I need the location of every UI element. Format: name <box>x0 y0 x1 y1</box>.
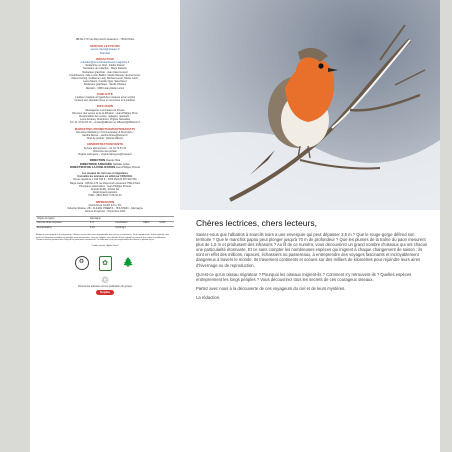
legal-line: Connaître les animaux est édité par CRACOAL <box>77 175 133 179</box>
section-title: MARKETING PROMOTION/PARTENARIATS <box>74 126 136 131</box>
photo-credit: Crédits photos : Adobe Stock <box>91 245 119 248</box>
table-cell: Origine du papier <box>36 217 89 222</box>
credit-line: Rédacteur graphique : Studio Oiseaux <box>83 83 127 87</box>
direction-name: Jean-Philippe Péroud <box>115 165 140 169</box>
magazine-page <box>30 0 440 452</box>
credit-line: Louis-Arbaney Chambord, Virginie Sanvalant <box>80 118 130 122</box>
diffusion-section <box>36 105 174 124</box>
credit-line: Laura Mears, Camille Ogot, Sara Pérez <box>83 80 127 84</box>
robin-illustration <box>180 0 440 210</box>
section-title: DIFFUSION <box>97 104 113 109</box>
credit-line: Directeur des ventes et de la diffusion : Jean-Philippe Piron <box>72 111 138 115</box>
credit-line: Virginie Labruyère – virginie.labruyere@bossel.fr <box>77 153 133 157</box>
redaction-email-link[interactable]: redaction@lemondedesoiseaux.magazine.fr <box>80 61 130 65</box>
credit-line: Sandra Bossé – sandra.bosse@bossel.fr <box>82 134 128 138</box>
credit-line: Industrie Strasse, 2B – D-24211 PREETZ – HOLSTEIN – Allemagne <box>67 206 143 210</box>
table-cell: 0 % <box>89 222 115 227</box>
section-title: RÉDACTION <box>96 56 114 61</box>
recycling-triman-icon: ♻ <box>75 256 89 270</box>
eco-label-icon: ✿ <box>99 256 112 271</box>
section-title: DIRECTEUR DE LA PUBLICATION <box>70 164 116 169</box>
section-title: IMPRESSION <box>95 199 115 204</box>
section-title: ADMINISTRATION/VENTE <box>86 142 124 147</box>
credit-line: Révision : CBRI Jean-Marie Lorico <box>85 86 125 90</box>
administration-section <box>36 143 174 156</box>
table-cell: Eutrophisation <box>36 226 89 230</box>
colophon-address: NB bis 170 rue Raymond Losserand – 75014 Paris <box>75 38 135 41</box>
table-row <box>36 226 174 230</box>
credit-line: Directrice Marketing / Communication & Promotion : <box>76 130 134 134</box>
legal-line: Siège social : 168 bis 170 rue Raymond Losserand 75014 Paris <box>69 181 141 185</box>
publicite-section <box>36 93 174 103</box>
legal-line: Les oiseaux du ciel nous et migrateurs <box>81 171 129 175</box>
legal-line: ISSN : 2919-3917-X 06-30-23 <box>88 194 122 198</box>
table-cell: P tot <box>89 226 115 230</box>
table-cell: Allemagne <box>89 217 115 222</box>
credit-line: Contributeurs : Elie Lucier-Bailloz, David Clarassy, Emma Genci, <box>69 73 141 77</box>
robin-photo <box>180 0 440 210</box>
table-cell: PEFC <box>142 222 158 227</box>
credit-line: Responsable des ventes, réglages, réassorts : <box>79 115 131 119</box>
legal-section <box>36 172 174 198</box>
publisher-logo: Sophie <box>96 290 114 295</box>
credit-line: L'éditeur n'adopte à l'égard des marques qu'un emploi <box>75 96 135 100</box>
eco-logos <box>36 256 174 271</box>
legal-line: SA au capital de 1 044 636 € – RCS Paris B 397 922 661 <box>73 178 137 182</box>
table-cell: Certification <box>114 222 142 227</box>
section-title: SERVICE LECTEURS <box>90 44 120 49</box>
credit-line: contenir aux clientèle mises en annonces et à publicité. <box>74 99 136 103</box>
credit-line: Rédactrice en Chef : Elodie Pascal <box>85 64 125 68</box>
direction-section <box>36 159 174 169</box>
editorial-paragraph: Qu'est-ce qu'un oiseau migrateur ? Pourquoi les oiseaux migrent-ils ? Comment s'y retrouvent-ils ? Quelles espèces entreprennent les longs périples ? Vous découvrirez tous les secrets de ces courageux oiseaux. <box>196 271 412 282</box>
direction-name: Nathalie Cohen <box>112 162 131 166</box>
section-title: DIRECTRICE ASSOCIÉE <box>79 161 113 166</box>
credit-line: Frank Druck GmbH & Co. KG <box>88 203 122 207</box>
pefc-tree-icon: 🌲 <box>122 257 135 268</box>
direction-name: Claude Oliva <box>105 159 121 163</box>
recycle-text: Donnez-les animaux est une publication du groupe <box>78 284 132 288</box>
fine-print: Malgré le soin apporté à la préparation, l'éditeur ne peut être tenu responsable des erreurs et omissions. Toute reproduction, même partielle, des textes et illustrations publiés est interdite sans autorisation. Les prix indiqués sont donnés à titre indicatif et peuvent être sujets à modification. Certains articles peuvent faire l'objet d'un partenariat commercial. La rédaction n'est pas responsable des textes et photos reçus. <box>36 233 169 242</box>
editorial-signature: La rédaction. <box>196 294 221 300</box>
editorial-paragraph: Partez avec nous à la découverte de ces voyageurs du ciel et de leurs mystères. <box>196 285 346 291</box>
credit-line: Rédacteur graphiste : Jean Kacel Louvel <box>82 70 128 74</box>
section-title: PUBLICITÉ <box>97 91 113 96</box>
table-cell: Taux de fibres recyclées <box>36 222 89 227</box>
legal-line: Principaux actionnaires : Jean-Philippe Péroud <box>79 184 131 188</box>
credit-line: Achevé d'imprimer : Novembre 2023 <box>84 210 126 214</box>
recycle-block <box>36 275 174 295</box>
marketing-section <box>36 128 174 141</box>
impression-section <box>36 201 174 214</box>
service-lecteurs-section <box>36 45 174 55</box>
credit-line: Secrétaire de rédaction : Marie Debarre <box>83 67 127 71</box>
credit-line: Tél. 01 47 00 03 10 – ventes@diffusion et diffusion@diffusion.fr <box>69 121 141 125</box>
credit-line: Naomi Kerling, Guillaume Laity, Michael Lesch, Manel Lorici, <box>71 77 139 81</box>
editorial-title: Chères lectrices, chers lecteurs, <box>196 218 317 228</box>
recycle-hands-icon: ♲ <box>100 274 110 285</box>
table-cell: 0,003 <box>159 222 174 227</box>
editorial <box>196 218 428 304</box>
redaction-section <box>36 58 174 90</box>
section-title: DIRECTION <box>89 158 106 163</box>
credit-line: Service abonnement – 01 44 70 57 24 <box>83 146 127 150</box>
service-phone-link[interactable]: Standard <box>99 51 111 55</box>
editorial-paragraph: Saviez-vous que l'albatros à sourcils noirs a une envergure qui peut dépasser 3,5 m ? Que le rouge-gorge défend son territoire ? Que le manchot papou peut plonger jusqu'à 70 m de profondeur ? Que les plumes de la traîne du paon mesurent plus de 1,5 m et produisent des infrasons ? Au fil de ce numéro, vous découvrirez un grand nombre d'oiseaux qui ont chacun une particularité étonnante. Et ce sans compter les nombreuses espèces qui migrent à chaque changement de saison ; ils sont en effet des millions, rapaces, échassiers ou passereaux, à entreprendre des voyages fascinants et incroyablement dangereux à travers le monde. Ils traversent continents et océans sur des milliers de kilomètres pour rejoindre leurs aires d'hivernage ou de reproduction. <box>196 232 428 268</box>
credit-line: Chef de produit : Noémie Blisson <box>86 137 124 141</box>
legal-line: Autodé SAML, Finatis SA <box>90 187 120 191</box>
colophon-column <box>30 0 180 452</box>
paper-info-table <box>36 216 174 230</box>
table-cell: 0,009 kg/t <box>114 226 142 230</box>
credit-line: Directrice des achats <box>93 149 117 153</box>
credit-line: Messageries Lyonnaises de Presse <box>85 108 125 112</box>
legal-line: Dépôt légal à parution <box>92 191 118 195</box>
service-email-link[interactable]: service.clients@oiseaux.fr <box>90 48 120 52</box>
